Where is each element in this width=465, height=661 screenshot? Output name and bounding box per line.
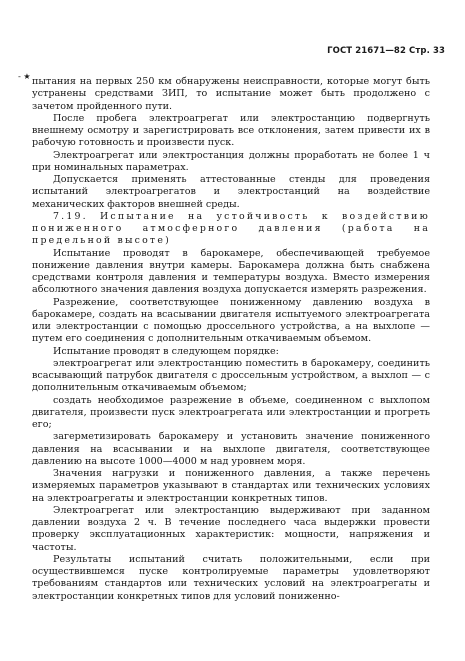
section-heading: 7.19. Испытание на устойчивость к воздействию пониженного атмосферного давления (работа на предельной высоте) (32, 210, 430, 247)
paragraph: После пробега электроагрегат или электростанцию подвергнуть внешнему осмотру и зарегистрировать все отклонения, затем привести их в рабочую готовность и произвести пуск. (32, 112, 430, 149)
margin-marks: - ★ (18, 72, 31, 81)
list-item: загерметизировать барокамеру и установить значение пониженного давления на всасывании и на выхлопе двигателя, соответствующее давлению на высоте 1000—4000 м над уровнем моря. (32, 431, 430, 467)
list-item: создать необходимое разрежение в объеме, соединенном с выхлопом двигателя, произвести пуск электроагрегата или электростанции и прогреть его; (32, 394, 430, 430)
page-header: ГОСТ 21671—82 Стр. 33 (327, 46, 445, 56)
paragraph: Испытание проводят в следующем порядке: (53, 345, 279, 357)
paragraph: Результаты испытаний считать положительными, если при осуществившемся пуске контролируемые параметры удовлетворяют требованиям стандартов или технических условий на электроагрегаты и электростанции конкретных типов для условий пониженно- (32, 553, 430, 602)
list-item: электроагрегат или электростанцию поместить в барокамеру, соединить всасывающий патрубок двигателя с дроссельным устройством, а выхлоп — с дополнительным откачиваемым объемом; (32, 357, 430, 394)
paragraph: Значения нагрузки и пониженного давления, а также перечень измеряемых параметров указывают в стандартах или технических условиях на электроагрегаты и электростанции конкретных типов. (32, 468, 430, 504)
paragraph: Допускается применять аттестованные стенды для проведения испытаний электроагрегатов и электростанций на воздействие механических факторов внешней среды. (32, 174, 430, 210)
paragraph: Электроагрегат или электростанция должны проработать не более 1 ч при номинальных параметрах. (32, 149, 430, 173)
body-text (32, 76, 430, 603)
paragraph: Разрежение, соответствующее пониженному давлению воздуха в барокамере, создать на всасывании двигателя испытуемого электроагрегата или электростанции с помощью дроссельного устройства, а на выхлопе — путем его соединения с дополнительным откачиваемым объемом. (32, 296, 430, 345)
paragraph: Испытание проводят в барокамере, обеспечивающей требуемое понижение давления внутри камеры. Барокамера должна быть снабжена средствами контроля давления и температуры воздуха. Вместо измерения абсолютного значения давления воздуха допускается измерять разрежения. (32, 247, 430, 296)
paragraph: пытания на первых 250 км обнаружены неисправности, которые могут быть устранены средствами ЗИП, то испытание может быть продолжено с зачетом пройденного пути. (32, 76, 430, 112)
paragraph: Электроагрегат или электростанцию выдерживают при заданном давлении воздуха 2 ч. В течение последнего часа выдержки провести проверку эксплуатационных характеристик: мощности, напряжения и частоты. (32, 504, 430, 553)
